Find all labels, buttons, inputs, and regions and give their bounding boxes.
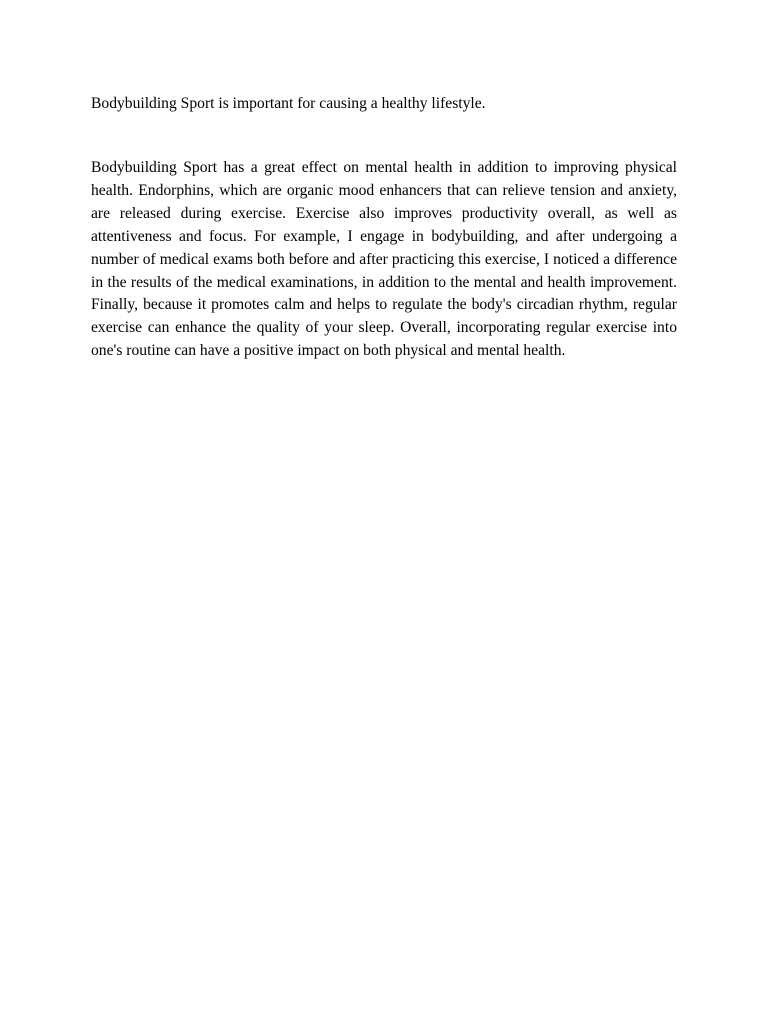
document-body <box>91 92 677 363</box>
document-paragraph: Bodybuilding Sport has a great effect on mental health in addition to improving physical health. Endorphins, which are organic mood enhancers that can relieve tension and anxiety, are released during exercise. Exercise also improves productivity overall, as well as attentiveness and focus. For example, I engage in bodybuilding, and after undergoing a number of medical exams both before and after practicing this exercise, I noticed a difference in the results of the medical examinations, in addition to the mental and health improvement. Finally, because it promotes calm and helps to regulate the body's circadian rhythm, regular exercise can enhance the quality of your sleep. Overall, incorporating regular exercise into one's routine can have a positive impact on both physical and mental health. <box>91 159 677 360</box>
document-heading: Bodybuilding Sport is important for causing a healthy lifestyle. <box>91 95 486 112</box>
